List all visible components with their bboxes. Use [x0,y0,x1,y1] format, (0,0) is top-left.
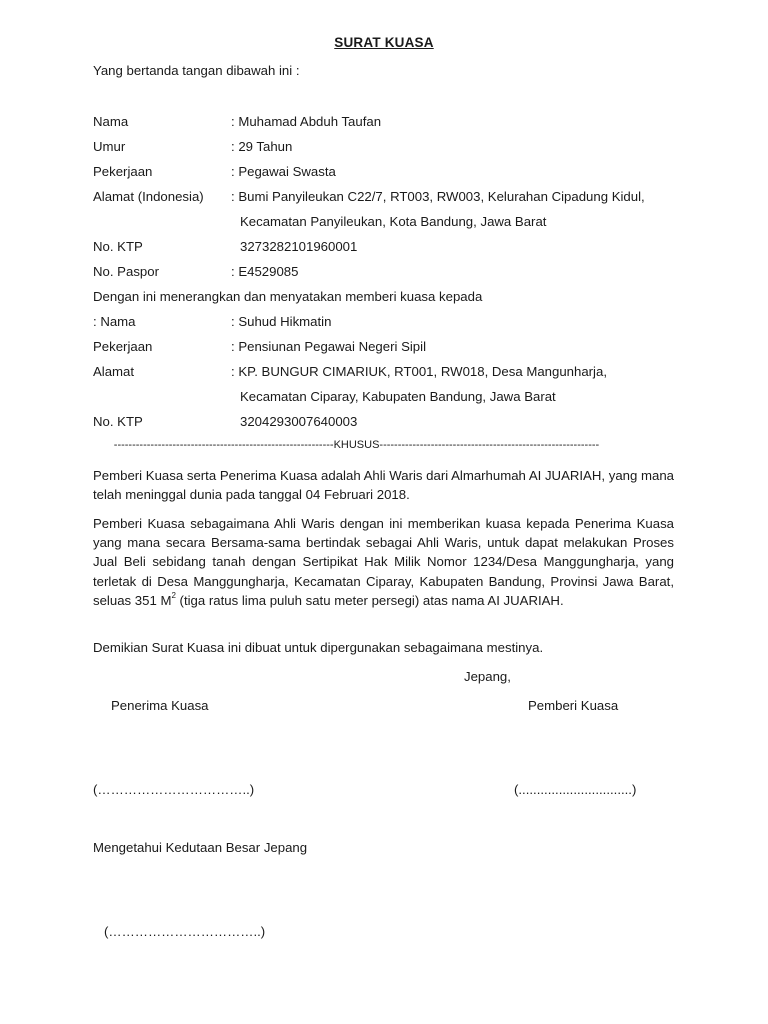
intro-text: Yang bertanda tangan dibawah ini : [93,63,300,78]
grantor-address-label: Alamat (Indonesia) [93,189,204,204]
grantor-job-value: : Pegawai Swasta [231,164,336,179]
place-text: Jepang, [464,669,511,684]
paragraph-power [93,514,674,610]
paragraph-heirs: Pemberi Kuasa serta Penerima Kuasa adalah Ahli Waris dari Almarhumah AI JUARIAH, yang mana telah meninggal dunia pada tanggal 04 Februari 2018. [93,468,674,503]
grantor-ktp-value: 3273282101960001 [240,239,358,254]
khusus-separator: ------------------------------------------------------------KHUSUS------------------------------------------------------------ [113,439,600,451]
grantor-ktp-label: No. KTP [93,239,143,254]
giver-signature-blank: (...............................) [514,782,637,797]
grantor-job-label: Pekerjaan [93,164,153,179]
grantor-name-value: : Muhamad Abduh Taufan [231,114,382,129]
square-superscript: 2 [171,591,176,601]
paragraph-power-text-end: (tiga ratus lima puluh satu meter persegi) atas nama AI JUARIAH. [175,592,564,608]
grantor-passport-value: : E4529085 [231,264,299,279]
grantee-job-label: Pekerjaan [93,339,153,354]
grantee-job-value: : Pensiunan Pegawai Negeri Sipil [231,339,426,354]
grantor-age-value: : 29 Tahun [231,139,293,154]
receiver-label: Penerima Kuasa [111,698,209,713]
paragraph-power-text: Pemberi Kuasa sebagaimana Ahli Waris dengan ini memberikan kuasa kepada Penerima Kuasa yang mana secara Bersama-sama bertindak sebagai Ahli Waris, untuk dapat melakukan Proses Jual Beli sebidang tanah dengan Sertipikat Hak Milik Nomor 1234/Desa Manggungharja, yang terletak di Desa Manggungharja, Kecamatan Ciparay, Kabupaten Bandung, Provinsi Jawa Barat, seluas 351 M [93,516,674,608]
grantee-address-line2: Kecamatan Ciparay, Kabupaten Bandung, Jawa Barat [240,389,556,404]
receiver-signature-blank: (……………………………..) [93,782,255,797]
grantee-address-label: Alamat [93,364,135,379]
grantor-name-label: Nama [93,114,129,129]
grantor-passport-label: No. Paspor [93,264,159,279]
embassy-signature-blank: (……………………………..) [104,924,266,939]
grantee-name-value: : Suhud Hikmatin [231,314,332,329]
grantor-address-line2: Kecamatan Panyileukan, Kota Bandung, Jawa Barat [240,214,547,229]
giver-label: Pemberi Kuasa [528,698,619,713]
grantor-address-line1: : Bumi Panyileukan C22/7, RT003, RW003, Kelurahan Cipadung Kidul, [231,189,645,204]
document-title: SURAT KUASA [334,35,434,50]
grantor-age-label: Umur [93,139,126,154]
paragraph-closing: Demikian Surat Kuasa ini dibuat untuk dipergunakan sebagaimana mestinya. [93,640,544,655]
grantee-ktp-value: 3204293007640003 [240,414,358,429]
acknowledge-label: Mengetahui Kedutaan Besar Jepang [93,840,308,855]
grantee-name-label: : Nama [93,314,136,329]
statement-text: Dengan ini menerangkan dan menyatakan memberi kuasa kepada [93,289,483,304]
grantee-address-line1: : KP. BUNGUR CIMARIUK, RT001, RW018, Desa Mangunharja, [231,364,607,379]
grantee-ktp-label: No. KTP [93,414,143,429]
